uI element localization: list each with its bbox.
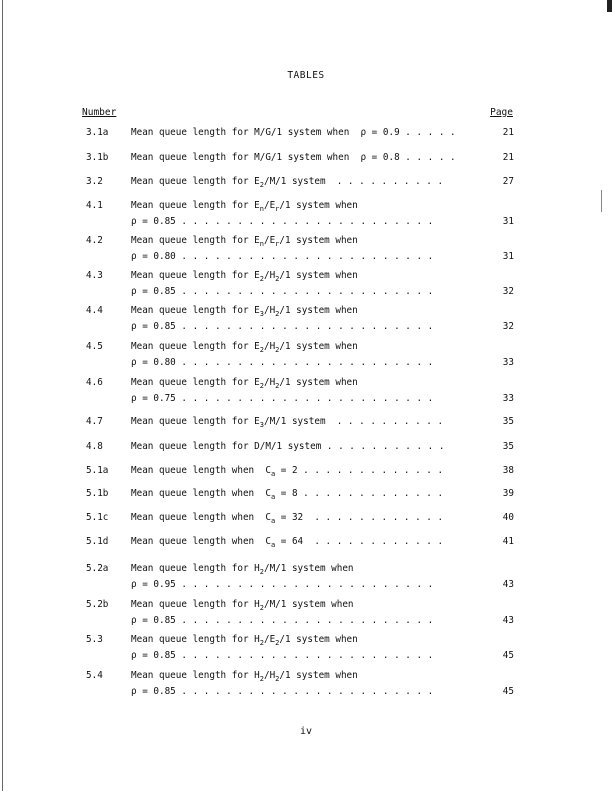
table-number: 4.7 [86, 416, 103, 427]
table-number: 5.2a [86, 563, 109, 574]
subscript: 2 [259, 382, 264, 390]
title-text: Mean queue length for H [131, 563, 260, 574]
table-number: 4.1 [86, 200, 103, 211]
page-number: 32 [502, 286, 514, 297]
title-text: /E [263, 634, 276, 645]
table-number: 5.3 [86, 634, 103, 645]
page-number: 33 [502, 393, 514, 404]
page-number: 45 [502, 650, 514, 661]
subscript: a [270, 493, 276, 501]
table-title [131, 125, 456, 140]
table-number: 4.5 [86, 341, 103, 352]
page-folio: iv [299, 726, 313, 737]
dot-leader: . . . . . . . . . . . . [303, 536, 444, 547]
table-title [131, 632, 358, 647]
table-title [131, 303, 358, 318]
title-text: = 8 [275, 488, 298, 499]
scan-edge [2, 0, 3, 791]
title-text: /H [263, 305, 276, 316]
title-text: Mean queue length when C [131, 512, 271, 523]
page-heading: TABLES [287, 70, 325, 81]
title-continuation: ρ = 0.85 . . . . . . . . . . . . . . . . . . . . . . . [131, 321, 434, 332]
table-title [131, 463, 443, 478]
title-text: /1 system when [279, 634, 358, 645]
table-number: 4.3 [86, 270, 103, 281]
title-text: = 2 [275, 465, 298, 476]
subscript: a [270, 541, 276, 549]
title-text: /1 system when [279, 377, 358, 388]
table-number: 4.8 [86, 441, 103, 452]
title-text: /M/1 system when [263, 599, 354, 610]
title-text: Mean queue length for E [131, 200, 260, 211]
page-number: 38 [502, 465, 514, 476]
table-number: 5.1c [86, 512, 109, 523]
table-title [131, 439, 444, 454]
title-continuation: ρ = 0.85 . . . . . . . . . . . . . . . . . . . . . . . [131, 615, 434, 626]
title-text: /H [263, 341, 276, 352]
title-text: /1 system when [279, 235, 358, 246]
title-text: Mean queue length when C [131, 465, 271, 476]
dot-leader: . . . . . . . . . . [325, 176, 444, 187]
title-text: Mean queue length for M/G/1 system when ρ = 0.9 [131, 127, 400, 138]
subscript: 2 [275, 382, 280, 390]
title-text: Mean queue length for H [131, 599, 260, 610]
subscript: 2 [275, 675, 280, 683]
title-text: /M/1 system [263, 176, 326, 187]
title-continuation: ρ = 0.80 . . . . . . . . . . . . . . . . . . . . . . . [131, 357, 434, 368]
title-text: Mean queue length for M/G/1 system when ρ = 0.8 [131, 152, 400, 163]
title-continuation: ρ = 0.85 . . . . . . . . . . . . . . . . . . . . . . . [131, 686, 434, 697]
table-title [131, 534, 443, 549]
subscript: r [275, 240, 280, 248]
subscript: 2 [259, 346, 264, 354]
subscript: n [259, 240, 264, 248]
dot-leader: . . . . . [399, 127, 456, 138]
page-number: 40 [502, 512, 514, 523]
table-title [131, 668, 358, 683]
table-title [131, 414, 443, 429]
title-text: /1 system when [279, 270, 358, 281]
page-number: 41 [502, 536, 514, 547]
table-number: 3.2 [86, 176, 103, 187]
title-text: /E [263, 235, 276, 246]
subscript: r [275, 205, 280, 213]
title-continuation: ρ = 0.75 . . . . . . . . . . . . . . . . . . . . . . . [131, 393, 434, 404]
title-text: Mean queue length for E [131, 235, 260, 246]
dot-leader: . . . . . . . . . . . . . [297, 465, 444, 476]
page-number: 43 [502, 615, 514, 626]
subscript: 2 [259, 568, 264, 576]
title-text: /H [263, 270, 276, 281]
scan-mark [601, 190, 602, 212]
subscript: 3 [259, 310, 264, 318]
page-number: 27 [502, 176, 514, 187]
subscript: 2 [275, 346, 280, 354]
subscript: a [270, 470, 276, 478]
table-title [131, 339, 358, 354]
subscript: a [270, 517, 276, 525]
title-text: /M/1 system [263, 416, 326, 427]
subscript: 2 [275, 310, 280, 318]
subscript: 2 [259, 181, 264, 189]
title-text: Mean queue length when C [131, 488, 271, 499]
table-title [131, 198, 358, 213]
title-text: Mean queue length for H [131, 670, 260, 681]
page-number: 43 [502, 579, 514, 590]
title-text: Mean queue length for E [131, 176, 260, 187]
page-number: 31 [502, 216, 514, 227]
scan-mark [607, 0, 612, 12]
title-text: Mean queue length for E [131, 416, 260, 427]
title-text: /H [263, 377, 276, 388]
title-text: /E [263, 200, 276, 211]
title-text: Mean queue length when C [131, 536, 271, 547]
table-number: 4.6 [86, 377, 103, 388]
table-title [131, 486, 443, 501]
title-text: Mean queue length for E [131, 341, 260, 352]
title-continuation: ρ = 0.85 . . . . . . . . . . . . . . . . . . . . . . . [131, 286, 434, 297]
page-number: 35 [502, 441, 514, 452]
subscript: 2 [275, 275, 280, 283]
title-text: Mean queue length for E [131, 377, 260, 388]
page-number: 39 [502, 488, 514, 499]
title-text: Mean queue length for H [131, 634, 260, 645]
dot-leader: . . . . . . . . . . [325, 416, 444, 427]
table-number: 3.1a [86, 127, 109, 138]
table-title [131, 597, 354, 612]
subscript: 3 [259, 421, 264, 429]
dot-leader: . . . . . . . . . . . . [303, 512, 444, 523]
table-number: 4.4 [86, 305, 103, 316]
title-text: = 64 [275, 536, 304, 547]
page-number: 33 [502, 357, 514, 368]
subscript: 2 [275, 639, 280, 647]
subscript: 2 [259, 675, 264, 683]
table-number: 5.1a [86, 465, 109, 476]
table-title [131, 174, 443, 189]
table-number: 3.1b [86, 152, 109, 163]
subscript: 2 [259, 275, 264, 283]
title-text: /1 system when [279, 341, 358, 352]
dot-leader: . . . . . . . . . . . [321, 441, 445, 452]
title-text: /1 system when [279, 670, 358, 681]
title-text: Mean queue length for E [131, 305, 260, 316]
title-continuation: ρ = 0.85 . . . . . . . . . . . . . . . . . . . . . . . [131, 216, 434, 227]
page-number: 32 [502, 321, 514, 332]
dot-leader: . . . . . [399, 152, 456, 163]
table-title [131, 510, 443, 525]
table-number: 4.2 [86, 235, 103, 246]
page-number: 21 [502, 127, 514, 138]
table-number: 5.4 [86, 670, 103, 681]
title-continuation: ρ = 0.95 . . . . . . . . . . . . . . . . . . . . . . . [131, 579, 434, 590]
subscript: n [259, 205, 264, 213]
table-number: 5.2b [86, 599, 109, 610]
page-column-header: Page [490, 107, 513, 118]
title-text: /1 system when [279, 305, 358, 316]
table-title [131, 268, 358, 283]
table-number: 5.1b [86, 488, 109, 499]
title-text: /1 system when [279, 200, 358, 211]
page-number: 45 [502, 686, 514, 697]
table-number: 5.1d [86, 536, 109, 547]
title-text: /M/1 system when [263, 563, 354, 574]
subscript: 2 [259, 604, 264, 612]
table-title [131, 375, 358, 390]
page-number: 31 [502, 251, 514, 262]
title-text: Mean queue length for E [131, 270, 260, 281]
table-title [131, 150, 456, 165]
title-text: = 32 [275, 512, 304, 523]
title-text: Mean queue length for D/M/1 system [131, 441, 322, 452]
table-title [131, 561, 354, 576]
title-continuation: ρ = 0.85 . . . . . . . . . . . . . . . . . . . . . . . [131, 650, 434, 661]
dot-leader: . . . . . . . . . . . . . [297, 488, 444, 499]
number-column-header: Number [82, 107, 117, 118]
page-number: 35 [502, 416, 514, 427]
table-title [131, 233, 358, 248]
title-continuation: ρ = 0.80 . . . . . . . . . . . . . . . . . . . . . . . [131, 251, 434, 262]
title-text: /H [263, 670, 276, 681]
subscript: 2 [259, 639, 264, 647]
page-number: 21 [502, 152, 514, 163]
